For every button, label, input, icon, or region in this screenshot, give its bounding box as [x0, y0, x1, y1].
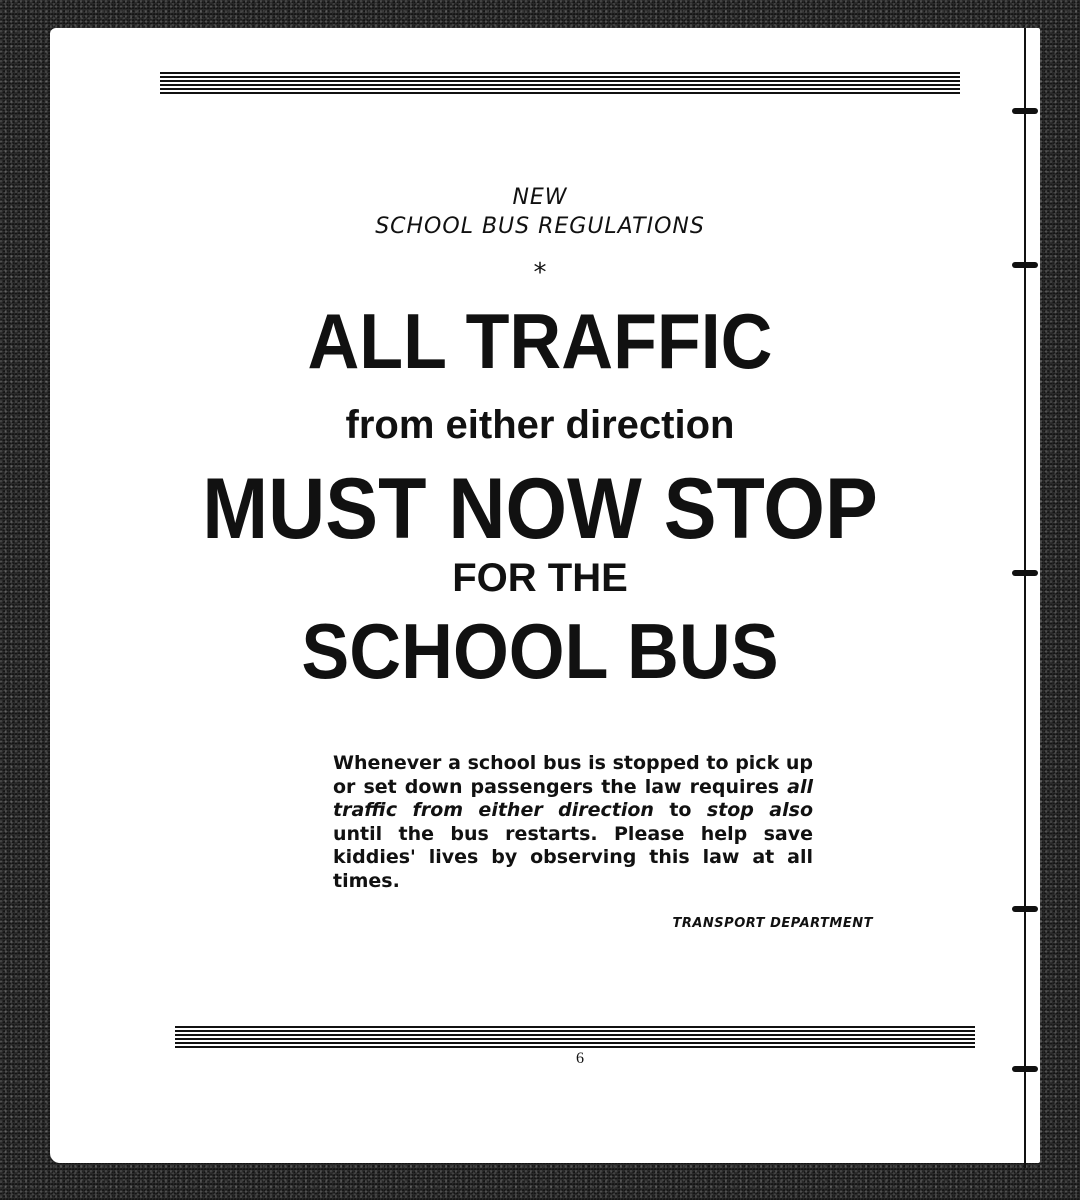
department-signoff: TRANSPORT DEPARTMENT [672, 916, 873, 931]
headline-either-direction: from either direction [345, 403, 735, 447]
kicker-new: NEW [512, 185, 568, 210]
headline-for-the: FOR THE [452, 556, 628, 600]
body-emphasis: stop also [706, 799, 813, 821]
body-emphasis: all traffic from either direction [333, 775, 813, 821]
top-rule-divider [160, 72, 960, 96]
bottom-rule-divider [175, 1026, 975, 1050]
headline-school-bus: SCHOOL BUS [301, 607, 779, 695]
body-text: to [653, 799, 707, 821]
body-text: Whenever a school bus is stopped to pick up or set down passengers the law requires [333, 752, 813, 798]
headline-must-stop: MUST NOW STOP [202, 461, 878, 557]
headline-all-traffic: ALL TRAFFIC [307, 297, 773, 385]
binding-clip-icon [1012, 906, 1038, 912]
binding-clip-icon [1012, 1066, 1038, 1072]
body-text: until the bus restarts. Please help save kiddies' lives by observing this law at all times. [333, 822, 813, 892]
body-paragraph [333, 752, 813, 893]
binding-clip-icon [1012, 108, 1038, 114]
kicker-regulations: SCHOOL BUS REGULATIONS [375, 214, 705, 239]
star-separator: * [533, 258, 547, 288]
page-number: 6 [576, 1050, 584, 1067]
